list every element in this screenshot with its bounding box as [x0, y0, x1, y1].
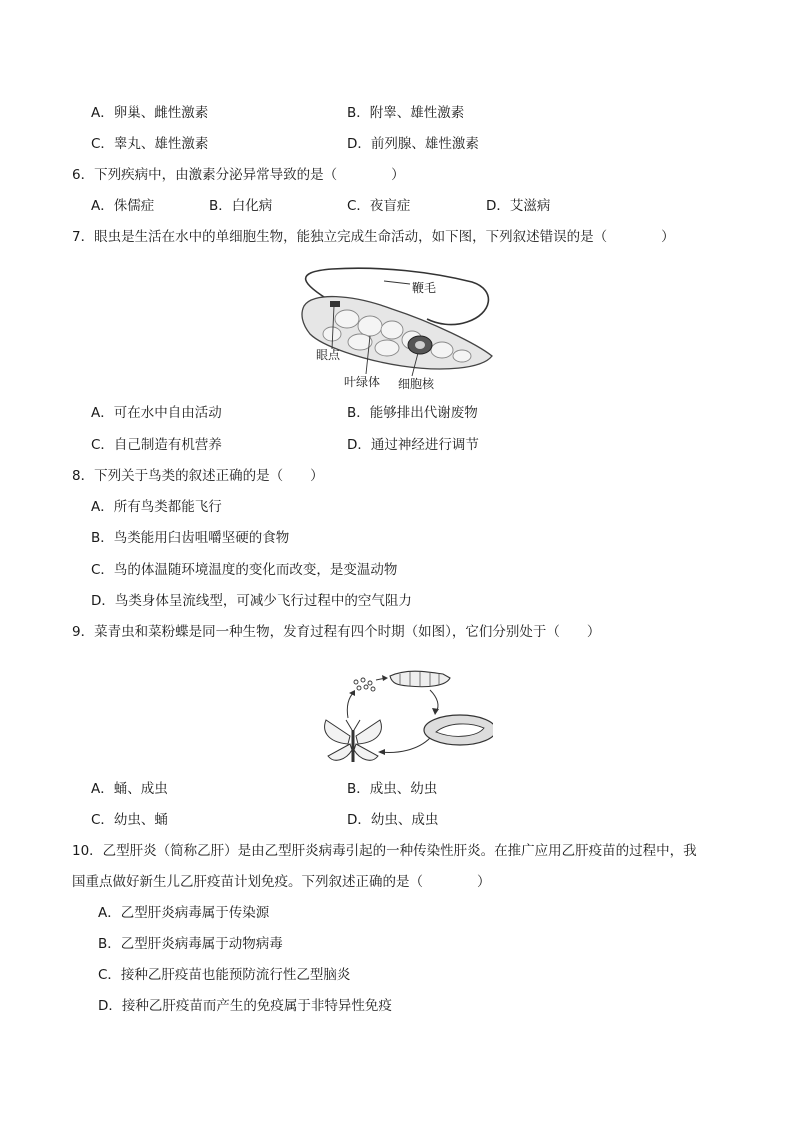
q6-option-a: A．侏儒症 [91, 198, 155, 214]
q9-option-a: A．蛹、成虫 [91, 781, 168, 797]
q6-option-b: B．白化病 [209, 198, 273, 214]
q10-stem-line1: 10．乙型肝炎（简称乙肝）是由乙型肝炎病毒引起的一种传染性肝炎。在推广应用乙肝疫苗的过程中，我 [72, 843, 697, 859]
q8-option-c: C．鸟的体温随环境温度的变化而改变，是变温动物 [91, 562, 398, 578]
q8-option-b: B．鸟类能用臼齿咀嚼坚硬的食物 [91, 530, 290, 546]
q8-option-a: A．所有鸟类都能飞行 [91, 499, 222, 515]
q8-stem: 8．下列关于鸟类的叙述正确的是（ ） [72, 468, 324, 484]
flagellum-label: 鞭毛 [412, 281, 437, 295]
nucleolus-shape [415, 341, 425, 349]
q6-option-c: C．夜盲症 [347, 198, 411, 214]
eyespot-shape [330, 301, 340, 307]
q7-stem: 7．眼虫是生活在水中的单细胞生物，能独立完成生命活动，如下图，下列叙述错误的是（ ） [72, 229, 675, 245]
q5-option-d: D．前列腺、雄性激素 [347, 136, 479, 152]
q10-option-a: A．乙型肝炎病毒属于传染源 [98, 905, 270, 921]
q9-option-b: B．成虫、幼虫 [347, 781, 438, 797]
q10-stem-line2: 国重点做好新生儿乙肝疫苗计划免疫。下列叙述正确的是（ ） [72, 874, 491, 890]
q6-stem: 6．下列疾病中，由激素分泌异常导致的是（ ） [72, 167, 405, 183]
eggs-shape [354, 678, 375, 691]
nucleus-label: 细胞核 [398, 377, 435, 391]
q8-option-d: D．鸟类身体呈流线型，可减少飞行过程中的空气阻力 [91, 593, 412, 609]
q10-option-d: D．接种乙肝疫苗而产生的免疫属于非特异性免疫 [98, 998, 392, 1014]
eyespot-label: 眼点 [316, 348, 341, 362]
q10-option-c: C．接种乙肝疫苗也能预防流行性乙型脑炎 [98, 967, 351, 983]
euglena-figure [292, 264, 502, 394]
q9-option-d: D．幼虫、成虫 [347, 812, 439, 828]
q5-option-b: B．附睾、雄性激素 [347, 105, 465, 121]
q5-option-a: A．卵巢、雌性激素 [91, 105, 209, 121]
q9-option-c: C．幼虫、蛹 [91, 812, 168, 828]
butterfly-lifecycle-figure [318, 660, 493, 772]
butterfly-shape [325, 720, 382, 762]
q7-option-a: A．可在水中自由活动 [91, 405, 222, 421]
q7-option-b: B．能够排出代谢废物 [347, 405, 478, 421]
q6-option-d: D．艾滋病 [486, 198, 551, 214]
chloroplast-label: 叶绿体 [344, 375, 381, 389]
q10-option-b: B．乙型肝炎病毒属于动物病毒 [98, 936, 283, 952]
q7-option-d: D．通过神经进行调节 [347, 437, 479, 453]
q7-option-c: C．自己制造有机营养 [91, 437, 222, 453]
q5-option-c: C．睾丸、雄性激素 [91, 136, 209, 152]
q9-stem: 9．菜青虫和菜粉蝶是同一种生物，发育过程有四个时期（如图），它们分别处于（ ） [72, 624, 601, 640]
